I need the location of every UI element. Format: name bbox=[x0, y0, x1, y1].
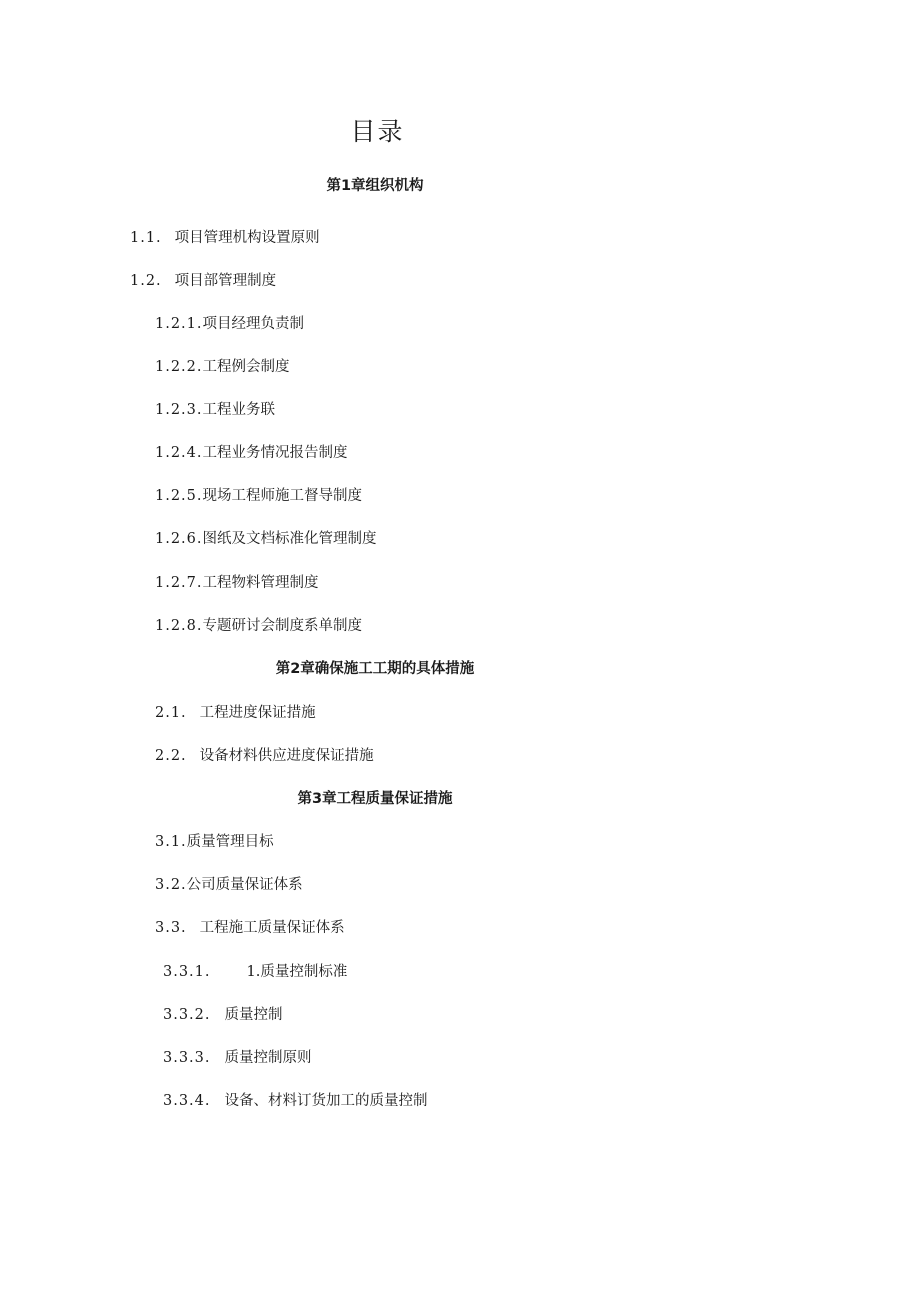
entry-number: 1.2.1. bbox=[155, 316, 203, 332]
entry-number: 3.3.2. bbox=[163, 1007, 211, 1023]
toc-entry-2-1[interactable] bbox=[155, 703, 316, 723]
entry-number: 1.2.4. bbox=[155, 445, 203, 461]
toc-entry-1-2-8[interactable] bbox=[155, 616, 362, 636]
entry-text: 工程业务联 bbox=[202, 402, 276, 418]
toc-entry-1-1[interactable] bbox=[130, 228, 320, 248]
entry-number: 1.2.8. bbox=[155, 618, 203, 634]
entry-text: 工程业务情况报告制度 bbox=[202, 445, 348, 461]
toc-title: 目录 bbox=[350, 117, 405, 146]
entry-number: 2.1. bbox=[155, 705, 187, 721]
entry-number: 1.2.3. bbox=[155, 402, 203, 418]
toc-entry-2-2[interactable] bbox=[155, 746, 374, 766]
toc-entry-3-3-2[interactable] bbox=[163, 1005, 283, 1025]
entry-text: 工程例会制度 bbox=[202, 359, 290, 375]
entry-text: 图纸及文档标准化管理制度 bbox=[202, 531, 377, 547]
entry-number: 1.2.5. bbox=[155, 488, 203, 504]
entry-number: 3.1. bbox=[155, 834, 187, 850]
entry-number: 3.3.3. bbox=[163, 1050, 211, 1066]
toc-entry-3-2[interactable] bbox=[155, 875, 303, 895]
toc-entry-1-2-1[interactable] bbox=[155, 314, 304, 334]
entry-text: 现场工程师施工督导制度 bbox=[202, 488, 363, 504]
entry-number: 1.2. bbox=[130, 273, 162, 289]
entry-text: 质量管理目标 bbox=[186, 834, 274, 850]
entry-text: 项目管理机构设置原则 bbox=[174, 230, 320, 246]
entry-text: 公司质量保证体系 bbox=[186, 877, 303, 893]
chapter-3-heading[interactable]: 第3章工程质量保证措施 bbox=[297, 791, 453, 807]
toc-entry-1-2-6[interactable] bbox=[155, 529, 377, 549]
toc-entry-1-2-7[interactable] bbox=[155, 573, 319, 593]
entry-number: 1.2.6. bbox=[155, 531, 203, 547]
toc-entry-1-2-3[interactable] bbox=[155, 400, 275, 420]
entry-text: 专题研讨会制度系单制度 bbox=[202, 618, 363, 634]
toc-entry-1-2[interactable] bbox=[130, 271, 276, 291]
toc-entry-3-3-4[interactable] bbox=[163, 1091, 428, 1111]
toc-entry-1-2-5[interactable] bbox=[155, 486, 362, 506]
entry-text: 质量控制原则 bbox=[224, 1050, 312, 1066]
entry-text: 项目经理负责制 bbox=[202, 316, 305, 332]
toc-entry-3-3[interactable] bbox=[155, 918, 345, 938]
toc-entry-3-3-1[interactable] bbox=[163, 962, 347, 982]
entry-text: 工程施工质量保证体系 bbox=[199, 920, 345, 936]
entry-number: 1.2.2. bbox=[155, 359, 203, 375]
entry-text: 设备材料供应进度保证措施 bbox=[199, 748, 374, 764]
entry-text: 项目部管理制度 bbox=[174, 273, 277, 289]
chapter-2-heading[interactable]: 第2章确保施工工期的具体措施 bbox=[275, 661, 475, 677]
entry-number: 1.1. bbox=[130, 230, 162, 246]
toc-entry-3-3-3[interactable] bbox=[163, 1048, 312, 1068]
entry-text: 设备、材料订货加工的质量控制 bbox=[224, 1093, 428, 1109]
entry-number: 3.2. bbox=[155, 877, 187, 893]
toc-entry-3-1[interactable] bbox=[155, 832, 274, 852]
toc-entry-1-2-4[interactable] bbox=[155, 443, 348, 463]
entry-text: 工程进度保证措施 bbox=[199, 705, 316, 721]
entry-number: 3.3.4. bbox=[163, 1093, 211, 1109]
entry-number: 3.3.1. bbox=[163, 964, 211, 980]
entry-text: 工程物料管理制度 bbox=[202, 575, 319, 591]
chapter-1-heading[interactable]: 第1章组织机构 bbox=[326, 178, 424, 194]
toc-entry-1-2-2[interactable] bbox=[155, 357, 290, 377]
entry-number: 1.2.7. bbox=[155, 575, 203, 591]
entry-number: 3.3. bbox=[155, 920, 187, 936]
entry-text: 质量控制 bbox=[224, 1007, 283, 1023]
entry-number: 2.2. bbox=[155, 748, 187, 764]
entry-text: 1.质量控制标准 bbox=[246, 964, 348, 980]
